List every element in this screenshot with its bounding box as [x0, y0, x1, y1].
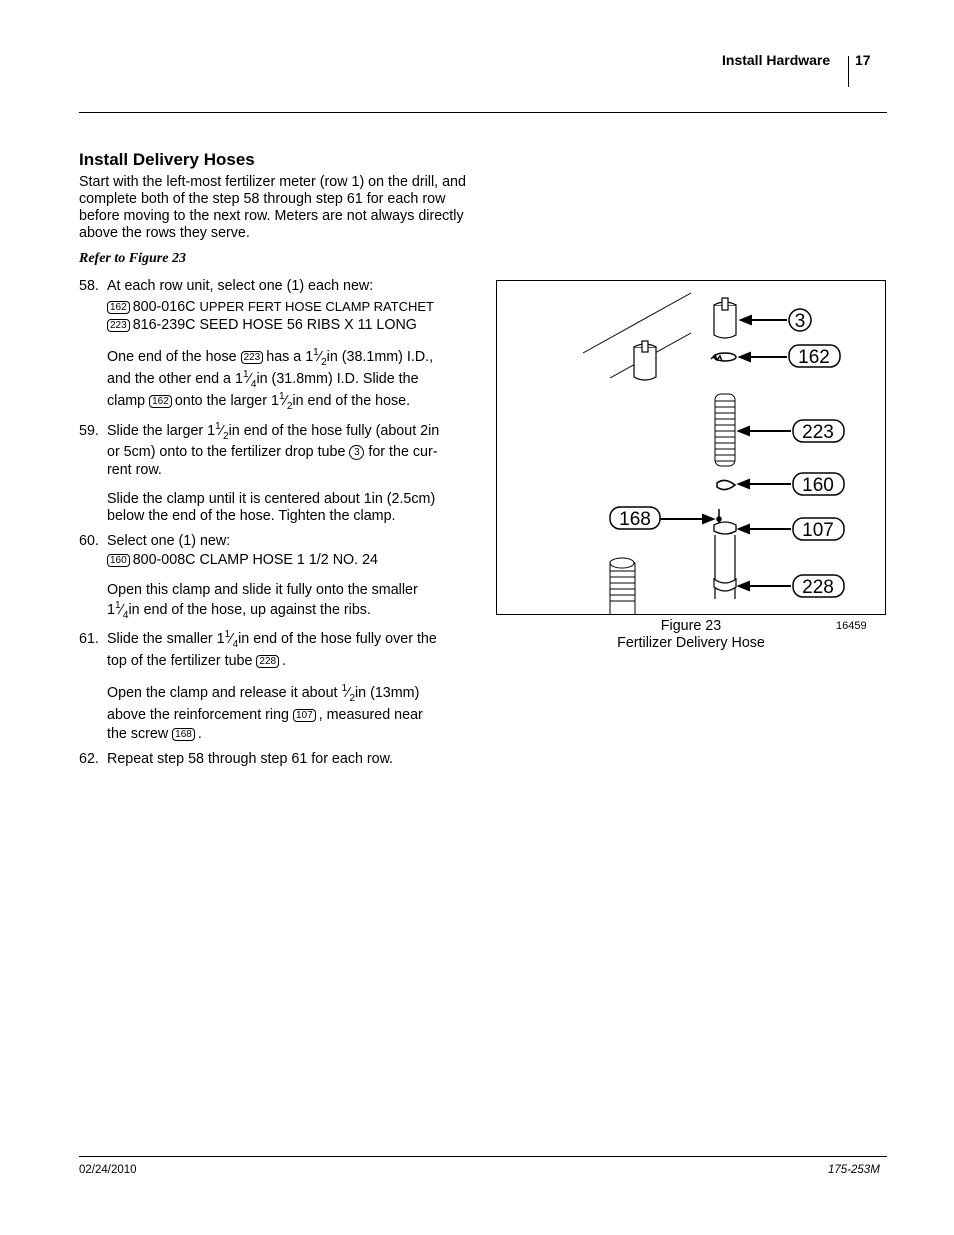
intro-paragraph: Start with the left-most fertilizer meter (row 1) on the drill, and complete both of the step 58 through step 61 for each row before moving to the next row. Meters are not always directly above the rows they serve.: [79, 174, 466, 241]
step-61-para-line-3: the screw 168 .: [107, 726, 202, 742]
arrow-160: [739, 480, 749, 488]
page-number: 17: [855, 52, 871, 68]
figure-reference: Refer to Figure 23: [79, 251, 186, 266]
ratchet-clamp-162: [711, 353, 736, 361]
section-title: Install Delivery Hoses: [79, 150, 255, 169]
step-59-para-line-2: below the end of the hose. Tighten the clamp.: [107, 508, 396, 524]
step-61-line-2: top of the fertilizer tube 228 .: [107, 653, 287, 669]
part-ref-162: 162: [149, 395, 172, 408]
fertilizer-hose-illustration: [497, 281, 885, 614]
step-60-para-line-2: $1^1⁄_4in$ end of the hose, up against the ribs.: [107, 600, 371, 621]
step-59-line-2: or 5cm) onto to the fertilizer drop tube 3 for the cur-: [107, 444, 438, 460]
header-section-title: Install Hardware: [722, 52, 831, 68]
step-61-para-line-1: Open the clamp and release it about $^1⁄_2in$ (13mm): [107, 683, 420, 704]
arrow-3: [741, 316, 751, 324]
step-59-line-1: Slide the larger $1^1⁄_2in$ end of the hose fully (about 2in: [107, 421, 440, 442]
callout-label-162: 162: [798, 347, 830, 368]
step-61-line-1: Slide the smaller $1^1⁄_4in$ end of the hose fully over the: [107, 629, 437, 650]
figure-caption-title: Fertilizer Delivery Hose: [617, 635, 765, 651]
part-number: 800-008C: [132, 552, 196, 568]
figure-23: [496, 280, 886, 615]
step-58-text: At each row unit, select one (1) each new:: [107, 278, 374, 294]
figure-caption-number: Figure 23: [660, 618, 722, 634]
part-ref-3: 3: [349, 445, 364, 460]
part-number: 816-239C: [132, 317, 196, 333]
step-59-para-line-1: Slide the clamp until it is centered about 1in (2.5cm): [107, 491, 436, 507]
header-rule: [79, 112, 887, 113]
footer-doc-number: 175-253M: [828, 1164, 880, 1176]
step-60-part: [107, 552, 378, 569]
step-59-line-3: rent row.: [107, 462, 162, 478]
arrow-168: [703, 515, 713, 523]
spare-hose: [610, 558, 635, 614]
figure-caption: [600, 618, 782, 652]
footer-date: 02/24/2010: [79, 1164, 137, 1176]
step-60-number: 60.: [79, 533, 99, 549]
part-description: SEED HOSE 56 RIBS X 11 LONG: [199, 317, 417, 333]
arrow-223: [739, 427, 749, 435]
part-ref-223: 223: [241, 351, 264, 364]
callout-label-223: 223: [802, 422, 834, 443]
step-58-part-1: [107, 298, 434, 316]
hose-clamp-160: [717, 480, 735, 489]
part-ref-228: 228: [256, 655, 279, 668]
step-61-para-line-2: above the reinforcement ring 107 , measured near: [107, 707, 423, 723]
step-58-number: 58.: [79, 278, 99, 294]
rear-meter-outlet: [634, 341, 656, 380]
reinforcement-ring-107: [714, 522, 736, 534]
part-ref-223: 223: [107, 319, 130, 332]
part-ref-162: 162: [107, 301, 130, 314]
part-ref-160: 160: [107, 554, 130, 567]
step-61-number: 61.: [79, 631, 99, 647]
arrow-162: [740, 353, 750, 361]
arrow-107: [739, 525, 749, 533]
callout-label-168: 168: [619, 509, 651, 530]
step-62-text: Repeat step 58 through step 61 for each row.: [107, 751, 394, 767]
step-60-para-line-1: Open this clamp and slide it fully onto the smaller: [107, 582, 418, 598]
step-62-number: 62.: [79, 751, 99, 767]
frame-line: [583, 293, 691, 353]
callout-label-107: 107: [802, 520, 834, 541]
meter-outlet-tube-3: [714, 298, 736, 338]
part-ref-168: 168: [172, 728, 195, 741]
part-number: 800-016C: [132, 299, 196, 315]
part-description: UPPER FERT HOSE CLAMP RATCHET: [199, 299, 434, 314]
seed-hose-223: [715, 394, 735, 466]
figure-id: 16459: [836, 620, 867, 632]
fertilizer-tube-228: [714, 535, 736, 599]
step-58-para-line-2: and the other end a $1^1⁄_4in$ (31.8mm) I.D. Slide the: [107, 369, 419, 390]
header-divider: [848, 56, 849, 87]
arrow-228: [739, 582, 749, 590]
callout-label-3: 3: [794, 311, 806, 332]
step-58-part-2: [107, 317, 417, 334]
step-58-para-line-1: One end of the hose 223 has a $1^1⁄_2in$ (38.1mm) I.D.,: [107, 347, 434, 368]
part-description: CLAMP HOSE 1 1/2 NO. 24: [199, 552, 378, 568]
step-58-para-line-3: clamp 162 onto the larger $1^1⁄_2in$ end of the hose.: [107, 391, 411, 412]
step-59-number: 59.: [79, 423, 99, 439]
step-60-text: Select one (1) new:: [107, 533, 231, 549]
footer-rule: [79, 1156, 887, 1157]
part-ref-107: 107: [293, 709, 316, 722]
callout-label-160: 160: [802, 475, 834, 496]
callout-label-228: 228: [802, 577, 834, 598]
